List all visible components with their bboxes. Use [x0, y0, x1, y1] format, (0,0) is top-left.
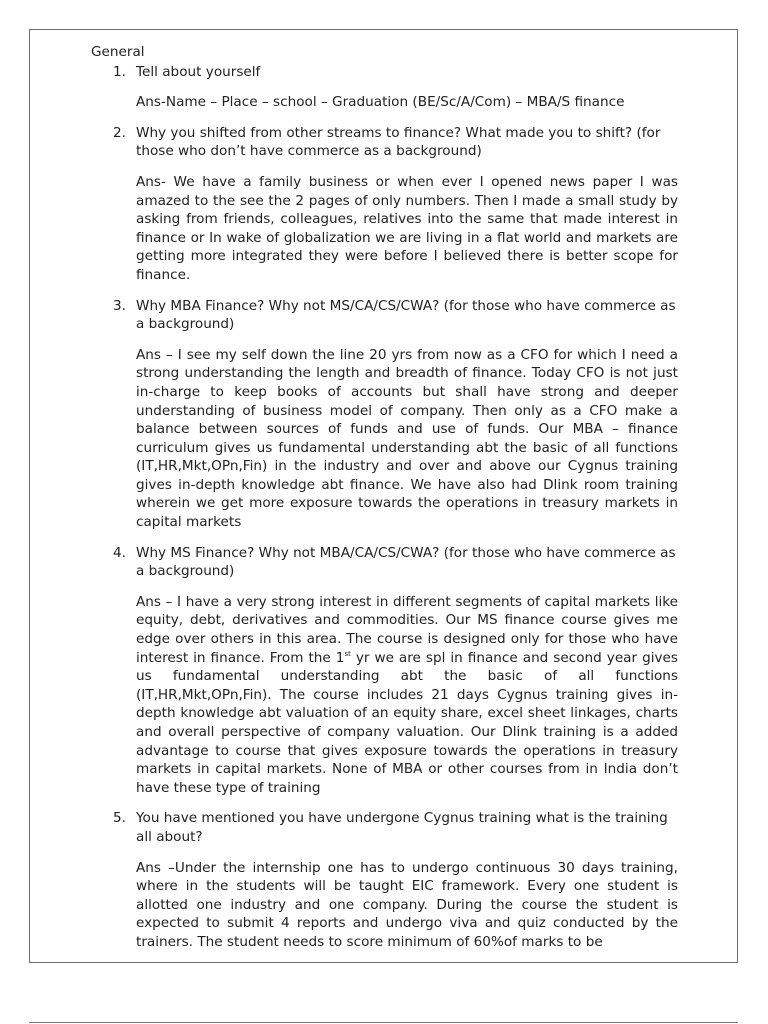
list-item	[91, 63, 678, 112]
item-number: 4.	[113, 544, 126, 561]
answer-text: Ans- We have a family business or when ever I opened news paper I was amazed to the see the 2 pages of only numbers. Then I made a small study by asking from friends, colleagues, relatives into the same that made interest in finance or In wake of globalization we are living in a flat world and markets are getting more integrated they were before I believed there is better scope for finance.	[136, 173, 678, 283]
question-text: You have mentioned you have undergone Cygnus training what is the training all about?	[136, 810, 668, 845]
answer-text	[136, 593, 678, 798]
answer-text-part: Ans – I have a very strong interest in different segments of capital markets like equity, debt, derivatives and commodities. Our MS finance course gives me edge over others in this area. The course is designed only for those who have interest in finance. From the 1	[136, 593, 678, 666]
item-number: 1.	[113, 63, 126, 80]
question-text: Why you shifted from other streams to finance? What made you to shift? (for those who don’t have commerce as a background)	[136, 124, 661, 160]
answer-text: Ans –Under the internship one has to undergo continuous 30 days training, where in the students will be taught EIC framework. Every one student is allotted one industry and one company. During the course the student is expected to submit 4 reports and undergo viva and quiz conducted by the trainers. The student needs to score minimum of 60%of marks to be	[136, 859, 678, 950]
answer-text-part: yr we are spl in finance and second year gives us fundamental understanding abt the basic of all functions (IT,HR,Mkt,OPn,Fin). The course includes 21 days Cygnus training gives in-depth knowledge abt valuation of an equity share, excel sheet linkages, charts and overall perspective of company valuation. Our Dlink training is a added advantage to course that gives exposure towards the operations in treasury markets in capital markets. None of MBA or other courses from in India don’t have these type of training	[136, 649, 678, 796]
list-item	[91, 124, 678, 285]
ordinal-superscript: st	[344, 649, 351, 658]
item-number: 5.	[113, 810, 126, 827]
question-text: Why MS Finance? Why not MBA/CA/CS/CWA? (for those who have commerce as a background)	[136, 544, 676, 580]
footer-divider	[29, 1022, 738, 1023]
section-title: General	[91, 44, 145, 60]
answer-text: Ans-Name – Place – school – Graduation (BE/Sc/A/Com) – MBA/S finance	[136, 94, 625, 111]
item-number: 3.	[113, 297, 126, 314]
question-text: Tell about yourself	[136, 63, 261, 80]
list-item	[91, 544, 678, 798]
list-item	[91, 809, 678, 951]
page-frame	[29, 29, 738, 963]
item-number: 2.	[113, 124, 126, 141]
answer-text: Ans – I see my self down the line 20 yrs from now as a CFO for which I need a strong understanding the length and breadth of finance. Today CFO is not just in-charge to keep books of accounts but shall have strong and deeper understanding of business model of company. Then only as a CFO make a balance between sources of funds and use of funds. Our MBA – finance curriculum gives us fundamental understanding abt the basic of all functions (IT,HR,Mkt,OPn,Fin) in the industry and over and above our Cygnus training gives in-depth knowledge abt finance. We have also had Dlink room training wherein we get more exposure towards the operations in treasury markets in capital markets	[136, 346, 678, 531]
document-body	[91, 43, 678, 963]
list-item	[91, 297, 678, 532]
question-text: Why MBA Finance? Why not MS/CA/CS/CWA? (for those who have commerce as a background)	[136, 297, 676, 333]
